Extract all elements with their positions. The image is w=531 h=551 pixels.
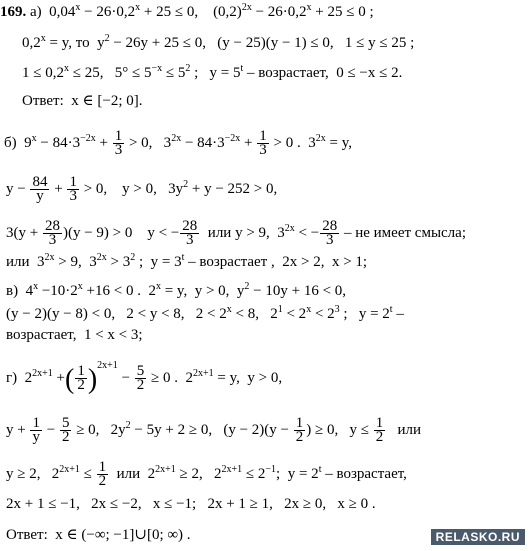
part-a-label: а) (30, 4, 42, 20)
part-g-line-1: г) $2^{2x+1}$ +( $\frac{1}{2}$ )$^{2x+1}$ − $\frac{5}{2}$ ≥ 0 . $2^{2x+1} = y$, y > 0, (6, 359, 283, 395)
part-v-line-1: в) $4^x -10\cdot 2^x +16 < 0$ . $2^x = y$, y > 0, $y^2 - 10y + 16 < 0$, (6, 281, 347, 299)
part-g-label: г) (6, 369, 18, 386)
part-a-line-2: $0,2^x = y$, то $y^2 - 26y + 25 \le 0$, (y − 25)(y − 1) ≤ 0, 1 ≤ y ≤ 25 ; (22, 33, 415, 51)
part-g-answer: Ответ: x ∈ (−∞; −1]∪[0; ∞) . (6, 527, 191, 543)
site-watermark: RELASKO.RU (431, 529, 525, 545)
part-g-line-2: y + $\frac{1}{y}$ − $\frac{5}{2}$ ≥ 0, $2y^2 - 5y + 2 \ge 0$, (y − 2)(y − $\frac{1}{2}$ ) ≥ 0, y ≤ $\frac{1}{2}$ или (6, 415, 421, 445)
problem-number: 169. (0, 4, 27, 20)
part-a-line-1 (0, 3, 374, 21)
part-v-line-3: возрастает, 1 < x < 3; (6, 327, 143, 343)
part-b-line-2: y − $\frac{84}{y}$ + $\frac{1}{3}$ > 0, y > 0, $3y^2 + y - 252 > 0$, (6, 174, 278, 204)
part-b-line-1: б) $9^x - 84\cdot 3^{-2x}$ + $\frac{1}{3}$ > 0, $3^{2x} - 84\cdot 3^{-2x}$ + $\frac{1}{3}$ > 0 . $3^{2x} = y$, (4, 128, 352, 158)
part-v-label: в) (6, 283, 19, 299)
part-v-line-2: (y − 2)(y − 8) < 0, 2 < y < 8, $2 < 2^x < 8$, $2^1 < 2^x < 2^3$ ; $y = 2^t$ – (6, 304, 404, 322)
part-g-line-3: y ≥ 2, $2^{2x+1}$ ≤ $\frac{1}{2}$ или $2^{2x+1} \ge 2$, $2^{2x+1} \le 2^{-1}$; $y = 2^t$ – возрастает, (6, 459, 407, 489)
part-b-line-3: 3(y + $\frac{28}{3}$ )(y − 9) > 0 y < − $\frac{28}{3}$ или y > 9, $3^{2x}$ < − $\frac{28}{3}$ – не имеет смысла; (6, 218, 466, 248)
part-b-line-4: или $3^{2x} > 9$, $3^{2x} > 3^2$ ; $y = 3^t$ – возрастает , 2x > 2, x > 1; (6, 252, 368, 270)
part-b-label: б) (4, 134, 17, 151)
part-a-eq-1: $0,04^x - 26\cdot 0,2^x + 25 \le 0$, $(0,2)^{2x} - 26\cdot 0,2^x + 25 \le 0$ ; (45, 2, 374, 20)
part-a-line-3: $1 \le 0,2^x \le 25$, $5^\circ \le 5^{-x} \le 5^2$ ; $y = 5^t$ – возрастает, 0 ≤ −x ≤ 2. (22, 63, 403, 81)
part-g-line-4: 2x + 1 ≤ −1, 2x ≤ −2, x ≤ −1; 2x + 1 ≥ 1, 2x ≥ 0, x ≥ 0 . (6, 496, 376, 512)
part-a-answer: Ответ: x ∈ [−2; 0]. (22, 93, 143, 109)
